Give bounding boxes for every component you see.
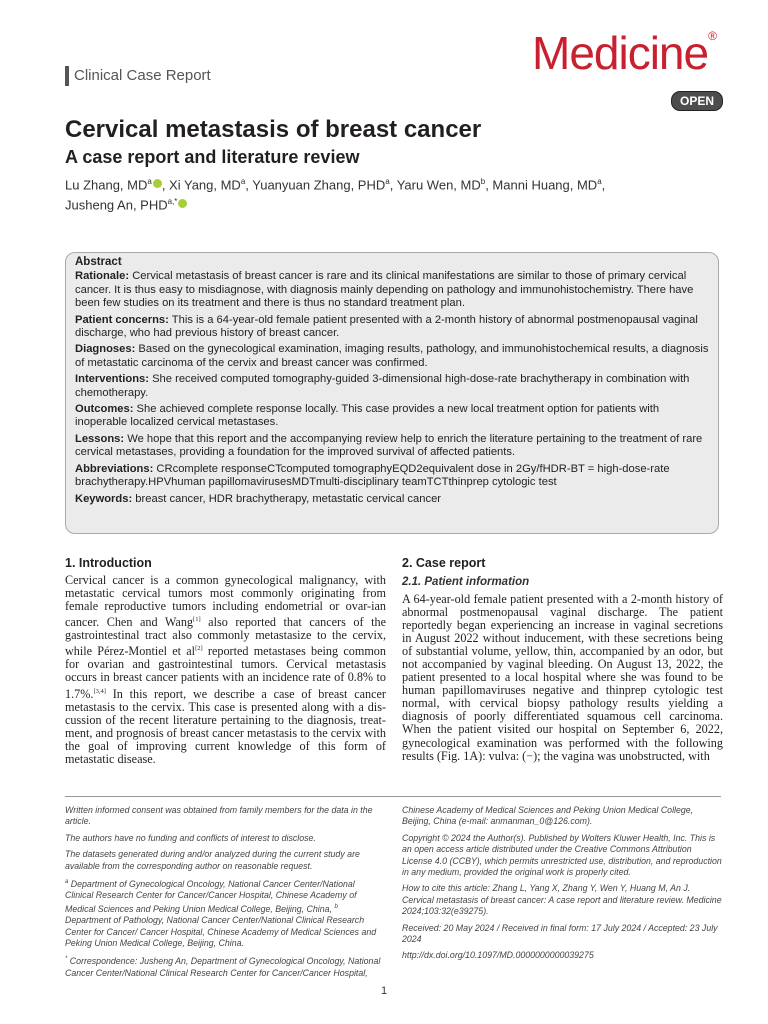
- abstract-abbreviations: [75, 463, 712, 490]
- journal-name: Medicine: [532, 27, 709, 79]
- data-availability-note: The datasets generated during and/or analyzed during the current study are available from the corresponding author on reasonable request.: [65, 849, 360, 871]
- footnotes-right: [402, 805, 722, 967]
- article-title: Cervical metastasis of breast cancer: [65, 116, 482, 143]
- registered-mark: ®: [708, 29, 716, 43]
- affiliation-sup: b: [480, 177, 486, 186]
- abstract-diagnoses: [75, 343, 712, 370]
- consent-note: Written informed consent was obtained from family members for the data in the article.: [65, 805, 373, 827]
- category-bar: [65, 66, 69, 86]
- author-name[interactable]: Jusheng An, PHD: [65, 197, 168, 213]
- affiliation-text: Department of Pathology, National Cancer Center/National Clinical Research Center for Cancer/ Cancer Hospital, Chinese Academy of Medical Sciences and Peking Union Medical College, Beijing, China.: [65, 915, 377, 948]
- abstract-concerns: [75, 314, 712, 341]
- affiliation-text: Department of Gynecological Oncology, National Cancer Center/National Clinical Research Center for Cancer/Cancer Hospital, Chinese Academy of Medical Sciences and Peking Union Medical College, Beijing, China,: [65, 878, 357, 914]
- correspondence-note: [65, 954, 385, 979]
- section-text: Based on the gynecological examination, imaging results, pathology, and immunohistochemical results, a diagnosis of metastatic carcinoma of the cervix and breast cancer was confirmed.: [75, 343, 709, 369]
- section-label: Rationale:: [75, 270, 130, 283]
- doi-link[interactable]: http://dx.doi.org/10.1097/MD.0000000000039275: [402, 950, 594, 961]
- abstract-box: [65, 252, 719, 534]
- footnote-divider: [65, 796, 721, 797]
- abstract-interventions: [75, 373, 712, 400]
- section-label: Interventions:: [75, 373, 149, 386]
- citation-note: How to cite this article: Zhang L, Yang X, Zhang Y, Wen Y, Huang M, An J. Cervical metastasis of breast cancer: A case report and literature review. Medicine 2024;103:32(e39275).: [402, 883, 722, 917]
- journal-logo: [532, 27, 716, 79]
- abstract-heading: Abstract: [75, 256, 122, 268]
- correspondence-text: Correspondence: Jusheng An, Department of Gynecological Oncology, National Cancer Center/National Clinical Research Center for Cancer/Cancer Hospital,: [65, 956, 381, 978]
- article-subtitle: A case report and literature review: [65, 147, 360, 167]
- author-name[interactable]: , Yuanyuan Zhang, PHD: [245, 177, 386, 193]
- intro-heading: 1. Introduction: [65, 556, 152, 570]
- correspondence-continued: Chinese Academy of Medical Sciences and Peking Union Medical College, Beijing, China (e-mail: anmanman_0@126.com).: [402, 805, 694, 827]
- intro-text-part: Cervical cancer is a common gynecological malignancy, with metastatic cervical tumors most commonly originating from female reproductive tumors including endometrial or ovar-ian cancer. Chen and Wang: [65, 573, 386, 630]
- copyright-note: Copyright © 2024 the Author(s). Published by Wolters Kluwer Health, Inc. This is an open access article distributed under the Creative Commons Attribution License 4.0 (CCBY), which permits unrestricted use, distribution, and reproduction in any medium, provided the original work is properly cited.: [402, 832, 722, 878]
- page-number: 1: [380, 985, 388, 997]
- affiliation-sup: a: [385, 177, 390, 186]
- affiliation-sup: a,*: [167, 196, 178, 206]
- section-label: Keywords:: [75, 492, 133, 505]
- author-name[interactable]: , Manni Huang, MD: [485, 177, 598, 193]
- abstract-keywords: [75, 493, 712, 506]
- affiliation-sup: b: [334, 903, 338, 910]
- section-label: Outcomes:: [75, 403, 134, 416]
- case-subheading: 2.1. Patient information: [402, 576, 530, 588]
- orcid-icon[interactable]: [153, 179, 162, 188]
- intro-text-part: reported metastases being common for ovarian and gastrointestinal tumors. Cervical metastasis occurs in breast cancer patients with an incidence rate of 0.8% to 1.7%.: [65, 644, 386, 701]
- section-text: This is a 64-year-old female patient presented with a 2-month history of abnormal postmenopausal vaginal discharge, who had previous history of breast cancer.: [75, 313, 698, 340]
- affiliations-note: [65, 877, 385, 949]
- open-access-badge: OPEN: [671, 91, 723, 111]
- footnotes-left: [65, 805, 385, 984]
- affiliation-sup: a: [240, 177, 246, 186]
- citation-link[interactable]: [3,4]: [93, 687, 106, 695]
- case-heading: 2. Case report: [402, 556, 486, 570]
- correspondence-sup: *: [65, 956, 68, 963]
- affiliation-sup: a: [65, 879, 69, 886]
- section-text: We hope that this report and the accompanying review help to enrich the literature pertaining to the treatment of rare cervical metastases, providing a foundation for the improved survival of affected patients.: [75, 432, 703, 459]
- section-label: Patient concerns:: [75, 313, 169, 326]
- citation-link[interactable]: [1]: [193, 616, 201, 624]
- orcid-icon[interactable]: [178, 199, 187, 208]
- section-text: She achieved complete response locally. This case provides a new local treatment option for patients with inoperable localized cervical metastases.: [75, 403, 660, 429]
- abstract-outcomes: [75, 403, 712, 430]
- author-separator: ,: [601, 177, 606, 193]
- section-label: Abbreviations:: [75, 462, 154, 475]
- section-text: Cervical metastasis of breast cancer is rare and its clinical manifestations are similar to those of primary cervical cancer. It is thus easy to misdiagnose, with diagnosis mainly depending on pathology and immunohistochemistry. There have been few studies on its treatment and there is thus no standard treatment plan.: [75, 270, 694, 310]
- dates-note: Received: 20 May 2024 / Received in final form: 17 July 2024 / Accepted: 23 July 2024: [402, 922, 718, 945]
- author-name[interactable]: , Xi Yang, MD: [161, 177, 241, 193]
- author-list: [65, 174, 645, 214]
- case-text: A 64-year-old female patient presented with a 2-month history of abnormal postmenopausal vaginal discharge. The patient reportedly began experiencing an increase in vaginal secretions in August 2022 without inducement, with these secretions being of substantial volume, yellow, thin, accompanied by an odor, but not accompanied by vaginal bleeding. On August 13, 2022, the patient presented to a local hospital where she was found to be human papillomaviruses negative and thinprep cytologic test normal, with cervical biopsy pathology results yielding a diagnosis of poorly differentiated squamous cell carcinoma. When the patient visited our hospital on September 6, 2022, gynecological examination was performed with the following results (Fig. 1A): vulva: (−); the vagina was unobstructed, with: [402, 592, 723, 763]
- abstract-lessons: [75, 433, 712, 460]
- intro-text-part: also reported that cancers of the gastrointestinal tract also commonly metastasize to the cervix, while Pérez-Montiel et al: [65, 615, 386, 659]
- author-name[interactable]: Lu Zhang, MD: [65, 177, 148, 193]
- intro-text: [65, 574, 386, 766]
- section-label: Lessons:: [75, 432, 125, 445]
- section-label: Diagnoses:: [75, 343, 136, 356]
- section-text: CRcomplete responseCTcomputed tomographyEQD2equivalent dose in 2Gy/fHDR-BT = high-dose-rate brachytherapy.HPVhuman papillomavirusesMDTmulti-disciplinary teamTCTthinprep cytologic test: [75, 462, 670, 489]
- funding-note: The authors have no funding and conflicts of interest to disclose.: [65, 832, 316, 843]
- section-text: She received computed tomography-guided 3-dimensional high-dose-rate brachytherapy in combination with chemotherapy.: [75, 373, 690, 399]
- citation-link[interactable]: [2]: [195, 645, 203, 653]
- section-text: breast cancer, HDR brachytherapy, metastatic cervical cancer: [132, 492, 442, 505]
- abstract-rationale: [75, 270, 712, 310]
- author-name[interactable]: , Yaru Wen, MD: [389, 177, 481, 193]
- affiliation-sup: a: [597, 177, 602, 186]
- affiliation-sup: a: [147, 177, 152, 186]
- article-category: Clinical Case Report: [74, 67, 211, 84]
- intro-text-part: In this report, we describe a case of breast cancer metastasis to the cervix. This case is presented along with a dis-cussion of the recent literature pertaining to the diagnosis, treat-ment, and prognosis of breast cancer metastasis to the cervix with the goal of improving current knowledge of this form of metastatic disease.: [65, 686, 386, 766]
